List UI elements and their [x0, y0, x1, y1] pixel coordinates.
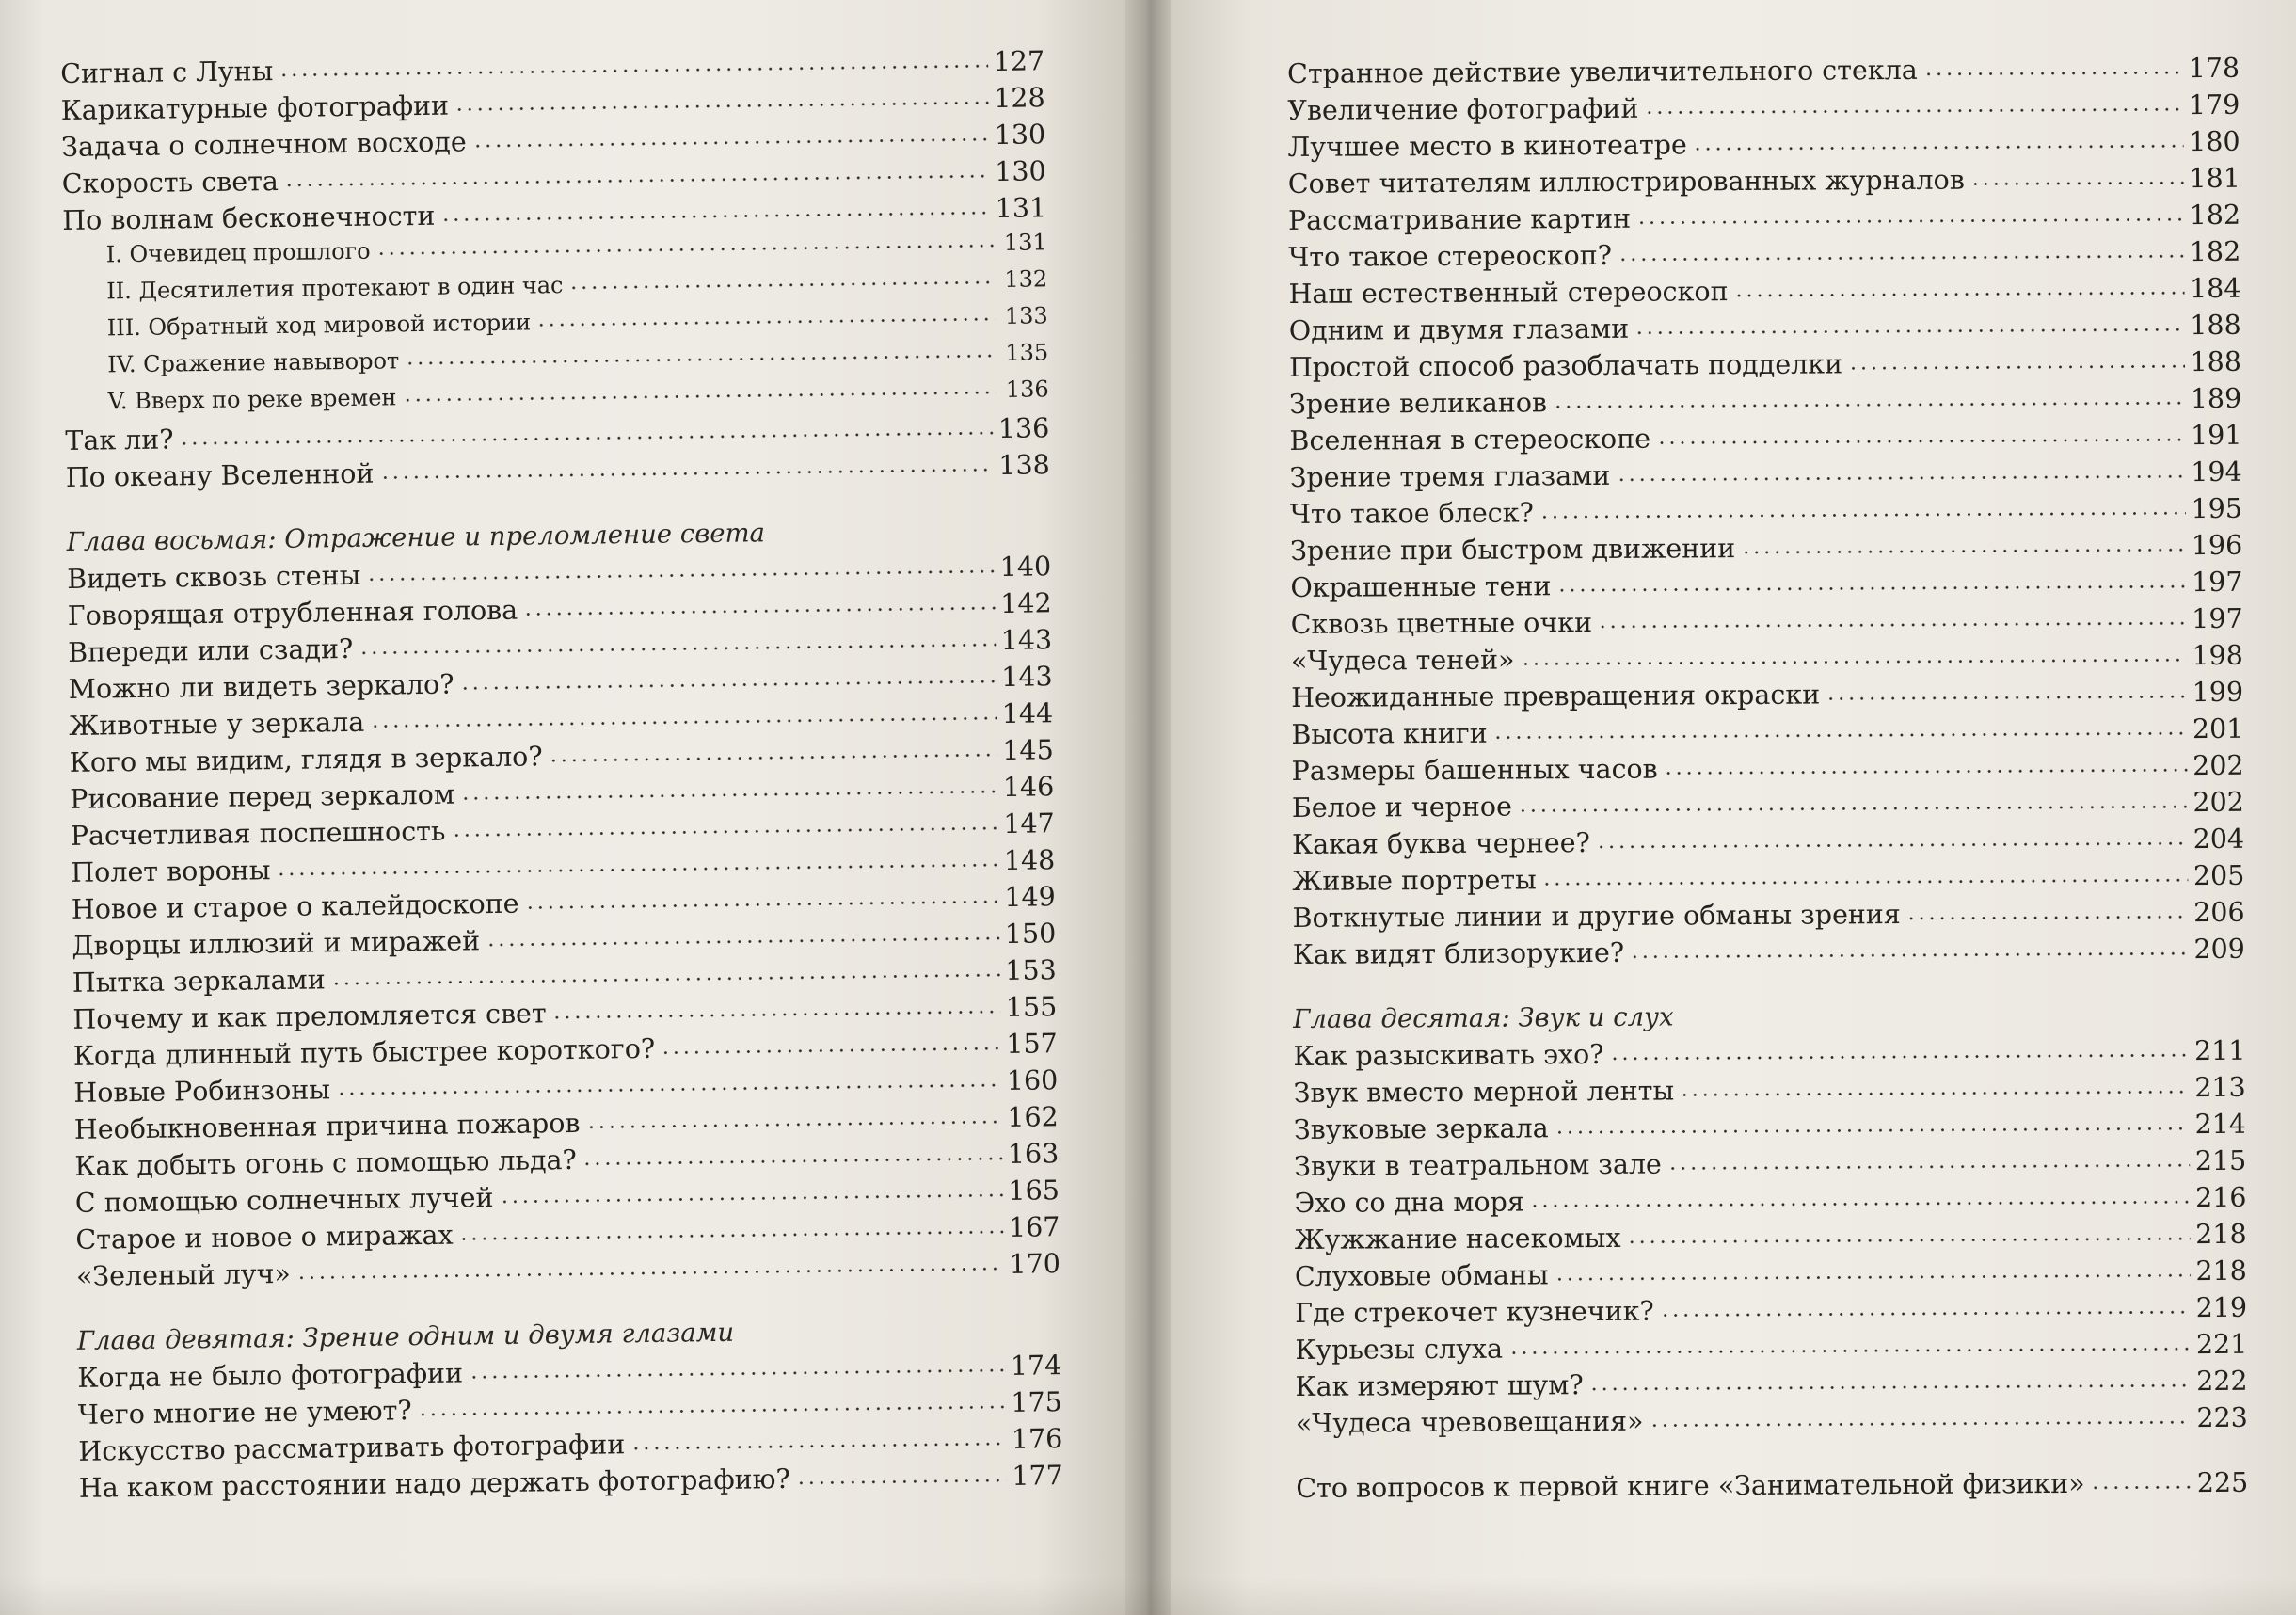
toc-entry-page: 218: [2195, 1218, 2247, 1251]
toc-entry-title: Воткнутые линии и другие обманы зрения: [1292, 899, 1901, 934]
toc-entry-page: 131: [1003, 229, 1047, 256]
toc-entry: [1288, 200, 2240, 242]
toc-entry-title: С помощью солнечных лучей: [74, 1182, 494, 1219]
leader-dots: [499, 1192, 1002, 1205]
toc-entry-page: 194: [2191, 456, 2242, 488]
toc-entry-page: 215: [2194, 1144, 2247, 1177]
leader-dots: [1664, 767, 2188, 776]
leader-dots: [1693, 143, 2183, 152]
toc-entry: [1294, 1109, 2246, 1151]
leader-dots: [486, 935, 999, 948]
leader-dots: [418, 1404, 1006, 1417]
toc-entry-page: 131: [995, 192, 1047, 225]
toc-entry-page: 133: [1004, 302, 1048, 329]
toc-entry-title: Рисование перед зеркалом: [70, 778, 455, 815]
toc-entry-title: Полет вороны: [71, 855, 271, 888]
toc-entry: [1290, 567, 2242, 609]
toc-entry: [1289, 310, 2241, 352]
toc-entry-page: 147: [1003, 808, 1055, 839]
leader-dots: [440, 210, 989, 223]
toc-entry-title: Впереди или сзади?: [68, 632, 354, 668]
toc-entry-page: 153: [1005, 954, 1057, 986]
leader-dots: [296, 1266, 1004, 1281]
toc-entry-title: Лучшее место в кинотеатре: [1287, 129, 1687, 163]
toc-entry: [1289, 346, 2241, 389]
leader-dots: [1598, 620, 2186, 630]
toc-entry-page: 157: [1006, 1028, 1059, 1060]
toc-entry: [1294, 1072, 2246, 1114]
leader-dots: [1627, 1236, 2191, 1245]
toc-entry-title: Так ли?: [65, 424, 174, 456]
leader-dots: [1680, 1089, 2189, 1097]
toc-entry: [1292, 897, 2244, 939]
toc-entry-page: 202: [2192, 749, 2244, 782]
leader-dots: [1616, 473, 2185, 483]
toc-entry-title: Почему и как преломляется свет: [72, 998, 547, 1035]
leader-dots: [451, 825, 997, 839]
toc-entry: [1287, 89, 2240, 132]
toc-entry-title: Зрение великанов: [1289, 387, 1548, 420]
toc-entry-title: II. Десятилетия протекают в один час: [106, 272, 564, 305]
toc-entry-title: Скорость света: [61, 165, 279, 200]
toc-entry: [1294, 1182, 2246, 1224]
toc-entry-page: 201: [2192, 712, 2244, 745]
leader-dots: [568, 280, 995, 291]
toc-entry-title: Что такое стереоскоп?: [1288, 239, 1613, 273]
toc-entry: [1295, 1292, 2247, 1335]
toc-entry-title: Новые Робинзоны: [73, 1074, 331, 1109]
toc-entry-title: Звук вместо мерной ленты: [1293, 1075, 1675, 1109]
toc-entry-title: На каком расстоянии надо держать фотографию?: [78, 1463, 790, 1504]
toc-entry-page: 136: [1005, 376, 1049, 403]
leader-dots: [1906, 914, 2188, 921]
leader-dots: [1555, 1126, 2190, 1135]
leader-dots: [536, 316, 996, 328]
leader-dots: [1508, 1346, 2191, 1355]
toc-entry-page: 198: [2192, 639, 2243, 672]
toc-entry-title: Говорящая отрубленная голова: [67, 594, 518, 632]
toc-entry-page: 143: [1000, 624, 1053, 656]
leader-dots: [336, 1082, 1001, 1096]
toc-entry-page: 149: [1004, 881, 1056, 913]
toc-entry: [1296, 1402, 2248, 1445]
leader-dots: [284, 173, 989, 188]
toc-entry-title: Высота книги: [1291, 717, 1488, 750]
toc-entry-page: 179: [2188, 88, 2240, 121]
toc-entry-page: 195: [2191, 492, 2243, 525]
leader-dots: [1634, 327, 2184, 336]
toc-entry-title: Сто вопросов к первой книге «Занимательной физики»: [1296, 1467, 2085, 1504]
toc-entry-title: Неожиданные превращения окраски: [1291, 679, 1821, 713]
toc-entry-page: 160: [1006, 1064, 1059, 1096]
toc-entry: [1288, 236, 2240, 279]
toc-entry: [1291, 677, 2243, 719]
toc-entry-title: Жужжание насекомых: [1294, 1222, 1621, 1255]
toc-entry-title: Задача о солнечном восходе: [61, 126, 467, 163]
toc-entry-title: Что такое блеск?: [1289, 497, 1534, 530]
toc-entry-title: Увеличение фотографий: [1287, 92, 1639, 126]
toc-entry: [1289, 383, 2241, 425]
toc-entry-page: 218: [2195, 1255, 2247, 1287]
leader-dots: [1589, 1383, 2192, 1392]
leader-dots: [582, 1156, 1002, 1167]
toc-entry-title: Одним и двумя глазами: [1288, 312, 1630, 346]
toc-entry-page: 182: [2189, 199, 2241, 232]
toc-entry-title: Странное действие увеличительного стекла: [1287, 54, 1918, 89]
left-toc: [60, 45, 1063, 1510]
toc-entry-page: 128: [994, 82, 1045, 115]
leader-dots: [472, 136, 989, 149]
toc-entry-title: Зрение при быстром движении: [1290, 533, 1736, 567]
leader-dots: [331, 972, 1000, 986]
toc-entry-page: 150: [1004, 918, 1057, 950]
toc-entry-title: Как видят близорукие?: [1292, 936, 1625, 970]
leader-dots: [1596, 840, 2188, 850]
leader-dots: [1555, 1272, 2191, 1282]
leader-dots: [523, 605, 995, 617]
toc-entry-title: III. Обратный ход мировой истории: [106, 309, 532, 342]
toc-entry-title: Наш естественный стереоскоп: [1288, 276, 1729, 310]
leader-dots: [585, 1119, 1001, 1130]
toc-entry-title: Как измеряют шум?: [1295, 1369, 1584, 1402]
toc-entry-title: Рассматривание картин: [1287, 202, 1632, 236]
leader-dots: [1542, 877, 2188, 887]
toc-entry-page: 222: [2196, 1365, 2248, 1398]
toc-entry-title: Белое и черное: [1291, 791, 1512, 823]
toc-entry-page: 204: [2192, 823, 2245, 855]
toc-entry-title: Старое и новое о миражах: [75, 1219, 454, 1255]
toc-entry-page: 219: [2195, 1291, 2248, 1324]
leader-dots: [1618, 253, 2184, 263]
toc-entry-page: 135: [1005, 339, 1049, 366]
chapter-heading-8: Глава восьмая: Отражение и преломление света: [66, 518, 766, 557]
toc-entry-page: 163: [1007, 1138, 1060, 1170]
leader-dots: [359, 642, 996, 656]
toc-entry-page: 178: [2188, 52, 2240, 85]
toc-entry: [1292, 787, 2244, 829]
toc-entry-title: Кого мы видим, глядя в зеркало?: [69, 741, 543, 778]
toc-entry-title: Где стрекочет кузнечик?: [1295, 1295, 1654, 1329]
leader-dots: [1741, 547, 2186, 555]
toc-entry-page: 199: [2192, 676, 2244, 709]
right-toc: [1287, 53, 2248, 1510]
leader-dots: [454, 100, 988, 112]
toc-entry-title: «Зеленый луч»: [75, 1257, 292, 1292]
toc-entry-title: Эхо со дна моря: [1294, 1186, 1524, 1219]
toc-entry-page: 174: [1010, 1350, 1062, 1382]
toc-entry-title: Зрение тремя глазами: [1289, 459, 1611, 493]
toc-entry-page: 143: [1001, 661, 1053, 693]
toc-entry-title: Слуховые обманы: [1294, 1259, 1549, 1292]
leader-dots: [1970, 180, 2184, 186]
toc-entry-page: 197: [2192, 602, 2243, 635]
toc-entry-title: Карикатурные фотографии: [60, 89, 450, 126]
toc-entry-page: 127: [993, 45, 1045, 78]
leader-dots: [1848, 363, 2185, 371]
toc-entry: [1292, 750, 2244, 792]
leader-dots: [376, 243, 995, 257]
toc-entry-page: 155: [1005, 991, 1058, 1023]
toc-entry-title: Дворцы иллюзий и миражей: [72, 925, 481, 962]
leader-dots: [1493, 730, 2187, 741]
leader-dots: [1923, 70, 2183, 77]
chapter-heading-10: Глава десятая: Звук и слух: [1293, 1001, 1674, 1034]
toc-entry: [1293, 934, 2245, 976]
leader-dots: [460, 789, 997, 801]
leader-dots: [459, 1229, 1003, 1242]
toc-entry-title: Животные у зеркала: [69, 706, 365, 742]
toc-entry-page: 216: [2194, 1181, 2247, 1214]
leader-dots: [402, 390, 996, 403]
leader-dots: [661, 1046, 1000, 1056]
leader-dots: [1649, 1419, 2191, 1429]
toc-entry-page: 177: [1012, 1460, 1064, 1492]
toc-entry-title: Вселенная в стереоскопе: [1289, 423, 1651, 456]
toc-entry-title: Расчетливая поспешность: [70, 815, 446, 852]
toc-entry-title: Пытка зеркалами: [72, 964, 326, 999]
toc-entry-title: Можно ли видеть зеркало?: [68, 668, 454, 705]
toc-entry-title: Курьезы слуха: [1295, 1333, 1504, 1366]
toc-entry-page: 132: [1004, 265, 1048, 293]
toc-entry-page: 136: [997, 412, 1050, 444]
toc-entry-title: «Чудеса теней»: [1290, 644, 1515, 677]
toc-entry: [1296, 1366, 2248, 1408]
toc-entry-page: 138: [998, 449, 1050, 481]
toc-entry-title: Окрашенные тени: [1290, 570, 1552, 603]
toc-entry-page: 162: [1007, 1101, 1060, 1133]
leader-dots: [276, 862, 997, 877]
toc-entry-title: Совет читателям иллюстрированных журналов: [1287, 164, 1965, 200]
toc-entry-page: 130: [995, 155, 1046, 188]
leader-dots: [1656, 437, 2185, 445]
toc-entry-page: 145: [1002, 734, 1054, 766]
toc-entry-title: I. Очевидец прошлого: [105, 237, 371, 268]
leader-dots: [552, 1009, 1000, 1020]
toc-entry-page: 191: [2190, 419, 2242, 452]
toc-entry: [1290, 530, 2242, 572]
toc-entry-page: 209: [2193, 933, 2245, 966]
toc-entry: [1295, 1219, 2247, 1261]
leader-dots: [379, 467, 993, 481]
toc-entry-page: 225: [2196, 1466, 2249, 1499]
toc-entry: [1292, 860, 2244, 903]
toc-entry: [1288, 273, 2240, 315]
toc-entry-title: V. Вверх по реке времен: [107, 384, 397, 415]
leader-dots: [1518, 804, 2188, 813]
leader-dots: [1667, 1162, 2190, 1171]
toc-entry-title: Когда не было фотографии: [77, 1357, 464, 1394]
leader-dots: [1636, 216, 2184, 226]
toc-entry-title: IV. Сражение навыворот: [107, 347, 400, 378]
book-gutter: [1125, 0, 1171, 1615]
toc-entry-page: 182: [2189, 235, 2241, 268]
toc-entry: [1291, 713, 2243, 756]
toc-entry-title: Когда длинный путь быстрее короткого?: [72, 1032, 656, 1072]
toc-entry-final: [1296, 1467, 2248, 1510]
toc-entry: [1293, 1035, 2245, 1078]
toc-entry-page: 140: [999, 551, 1052, 583]
leader-dots: [1556, 584, 2186, 593]
leader-dots: [796, 1478, 1007, 1486]
toc-entry-page: 148: [1003, 844, 1056, 876]
leader-dots: [279, 63, 987, 78]
toc-entry: [1287, 126, 2240, 168]
toc-entry-title: Звуковые зеркала: [1293, 1112, 1549, 1145]
leader-dots: [1630, 951, 2188, 960]
leader-dots: [1660, 1309, 2191, 1318]
toc-entry-page: 188: [2190, 309, 2241, 342]
leader-dots: [1521, 657, 2187, 666]
toc-entry: [1291, 603, 2243, 646]
toc-entry-page: 213: [2194, 1071, 2246, 1104]
toc-entry-page: 202: [2192, 786, 2244, 819]
leader-dots: [2091, 1484, 2192, 1491]
toc-entry-title: Сквозь цветные очки: [1290, 607, 1593, 640]
toc-entry-title: Необыкновенная причина пожаров: [73, 1107, 581, 1145]
toc-entry: [1287, 53, 2240, 95]
toc-entry-page: 144: [1001, 697, 1054, 729]
toc-entry-title: Как добыть огонь с помощью льда?: [74, 1143, 578, 1182]
toc-entry-page: 165: [1008, 1175, 1060, 1207]
leader-dots: [180, 430, 993, 446]
toc-entry-page: 214: [2194, 1108, 2247, 1141]
leader-dots: [1734, 290, 2185, 298]
toc-entry-page: 176: [1011, 1423, 1063, 1455]
toc-entry: [1295, 1255, 2247, 1298]
toc-entry-title: Какая буква чернее?: [1292, 827, 1590, 860]
toc-entry-page: 189: [2190, 382, 2242, 415]
leader-dots: [405, 353, 996, 366]
leader-dots: [1826, 694, 2187, 701]
toc-entry-title: Видеть сквозь стены: [67, 559, 361, 595]
toc-entry-page: 175: [1011, 1386, 1062, 1418]
toc-entry-page: 211: [2193, 1034, 2246, 1067]
toc-entry-page: 146: [1002, 771, 1055, 803]
toc-entry-title: По волнам бесконечности: [62, 200, 436, 236]
leader-dots: [469, 1367, 1005, 1380]
toc-entry-title: Размеры башенных часов: [1291, 753, 1658, 787]
toc-entry: [1295, 1329, 2247, 1371]
toc-entry-title: «Чудеса чревовещания»: [1295, 1405, 1644, 1439]
toc-entry-title: Как разыскивать эхо?: [1293, 1038, 1604, 1072]
toc-entry-title: Искусство рассматривать фотографии: [78, 1429, 626, 1467]
leader-dots: [525, 899, 999, 911]
toc-entry-title: По океану Вселенной: [65, 457, 375, 493]
leader-dots: [366, 568, 995, 583]
toc-entry-page: 170: [1009, 1248, 1061, 1280]
toc-entry-page: 221: [2195, 1328, 2248, 1361]
toc-entry-page: 142: [1000, 587, 1052, 619]
leader-dots: [1553, 400, 2185, 409]
toc-entry: [1289, 420, 2241, 462]
toc-entry-page: 205: [2192, 859, 2245, 892]
toc-entry-page: 130: [994, 119, 1046, 152]
toc-entry: [1290, 456, 2242, 499]
toc-entry-page: 197: [2191, 566, 2243, 599]
toc-entry: [1290, 493, 2242, 536]
toc-entry-page: 223: [2196, 1401, 2248, 1434]
toc-entry-title: Живые портреты: [1292, 864, 1537, 897]
toc-entry-page: 180: [2189, 125, 2240, 158]
toc-entry: [1292, 823, 2244, 866]
toc-entry-title: Чего многие не умеют?: [77, 1395, 412, 1431]
leader-dots: [1609, 1052, 2189, 1062]
toc-entry-page: 196: [2191, 529, 2243, 562]
toc-entry-page: 167: [1008, 1211, 1060, 1243]
toc-entry: [1294, 1145, 2246, 1188]
leader-dots: [549, 752, 997, 763]
leader-dots: [630, 1441, 1006, 1451]
toc-entry: [1291, 640, 2243, 682]
toc-entry-page: 181: [2189, 162, 2240, 195]
toc-entry-page: 206: [2193, 896, 2245, 929]
toc-entry-title: Простой способ разоблачать подделки: [1288, 348, 1843, 383]
toc-entry-title: Новое и старое о калейдоскопе: [71, 887, 519, 925]
toc-entry-page: 188: [2190, 345, 2242, 378]
leader-dots: [459, 679, 996, 691]
chapter-heading-9: Глава девятая: Зрение одним и двумя глазами: [76, 1317, 735, 1356]
toc-entry-title: Звуки в театральном зале: [1294, 1148, 1662, 1182]
toc-entry-page: 184: [2190, 272, 2241, 305]
toc-entry: [1288, 163, 2240, 205]
leader-dots: [1530, 1199, 2190, 1208]
leader-dots: [1539, 510, 2186, 520]
toc-entry-title: Сигнал с Луны: [60, 56, 274, 89]
leader-dots: [370, 715, 997, 729]
leader-dots: [1644, 106, 2183, 115]
